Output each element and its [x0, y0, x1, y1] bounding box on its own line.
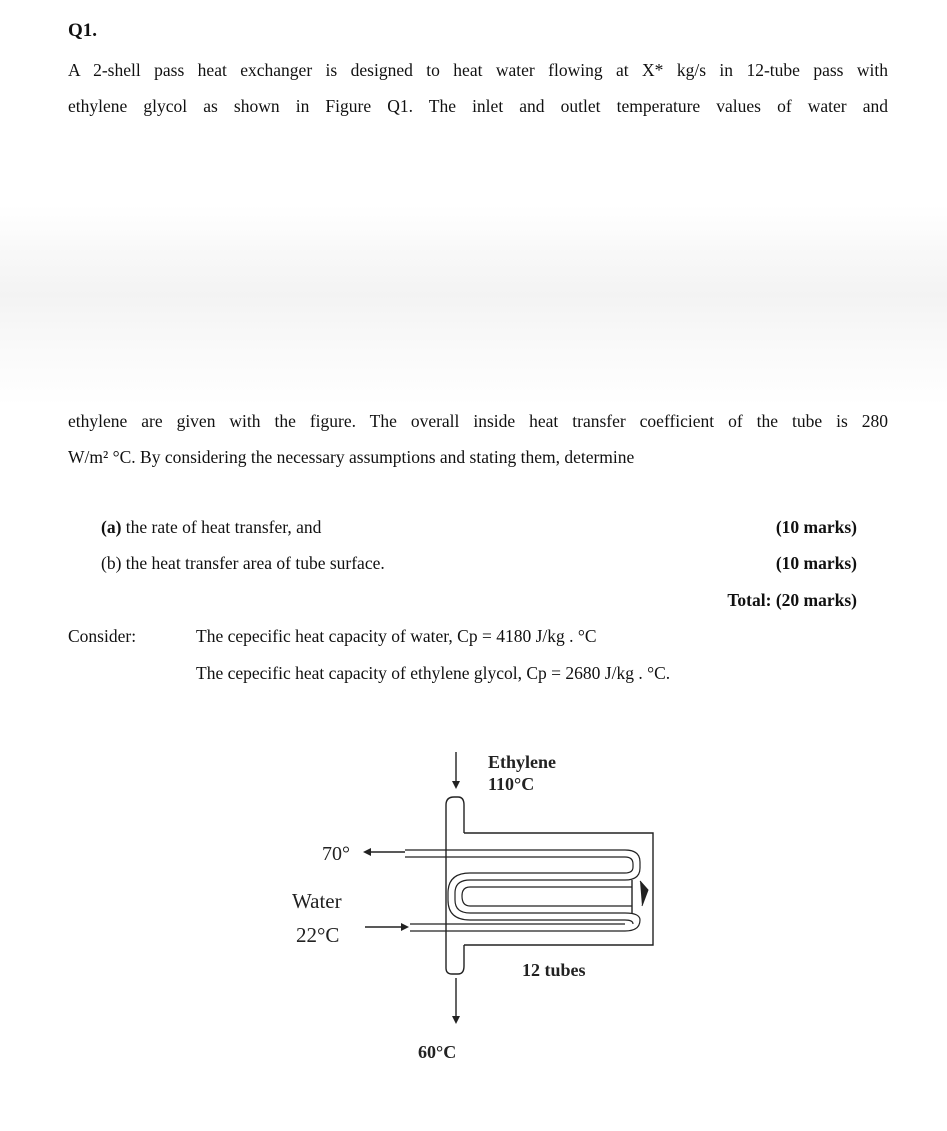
question-text-line-4: W/m² °C. By considering the necessary assumptions and stating them, determine	[68, 447, 635, 467]
task-a-marks: (10 marks)	[775, 517, 857, 537]
water-label: Water	[292, 889, 342, 913]
total-label: Total:	[727, 590, 772, 610]
ethylene-inlet-temp: 110°C	[488, 774, 535, 794]
question-text-line-2: ethylene glycol as shown in Figure Q1. The inlet and outlet temperature values of water and	[68, 96, 888, 116]
task-a-label: (a)	[101, 517, 122, 537]
water-inlet-temp: 22°C	[296, 923, 340, 947]
question-text-line-3: ethylene are given with the figure. The overall inside heat transfer coefficient of the tube is 280	[68, 411, 888, 431]
ethylene-label: Ethylene	[488, 752, 557, 772]
task-b-label: (b)	[101, 553, 122, 573]
water-outlet-temp: 70°	[322, 843, 350, 865]
tubes-label: 12 tubes	[522, 960, 586, 980]
task-b-marks: (10 marks)	[775, 553, 857, 573]
task-b-text: the heat transfer area of tube surface.	[125, 553, 385, 573]
ethylene-outlet-temp: 60°C	[418, 1042, 457, 1062]
task-a-text: the rate of heat transfer, and	[125, 517, 322, 537]
outlet-nozzle	[446, 925, 464, 974]
u-tube-bundle	[448, 857, 633, 924]
question-title: Q1.	[68, 20, 98, 41]
question-text-line-1: A 2-shell pass heat exchanger is designed to heat water flowing at X* kg/s in 12-tube pass with	[68, 60, 888, 80]
consider-label: Consider:	[68, 626, 137, 646]
flow-direction-arrow	[640, 881, 648, 906]
consider-line-1: The cepecific heat capacity of water, Cp = 4180 J/kg . °C	[196, 626, 597, 646]
consider-line-2: The cepecific heat capacity of ethylene glycol, Cp = 2680 J/kg . °C.	[196, 663, 671, 683]
total-value: (20 marks)	[775, 590, 857, 610]
u-tube-bundle	[455, 850, 640, 931]
inlet-nozzle	[446, 797, 464, 845]
u-tube-bundle	[462, 887, 632, 906]
